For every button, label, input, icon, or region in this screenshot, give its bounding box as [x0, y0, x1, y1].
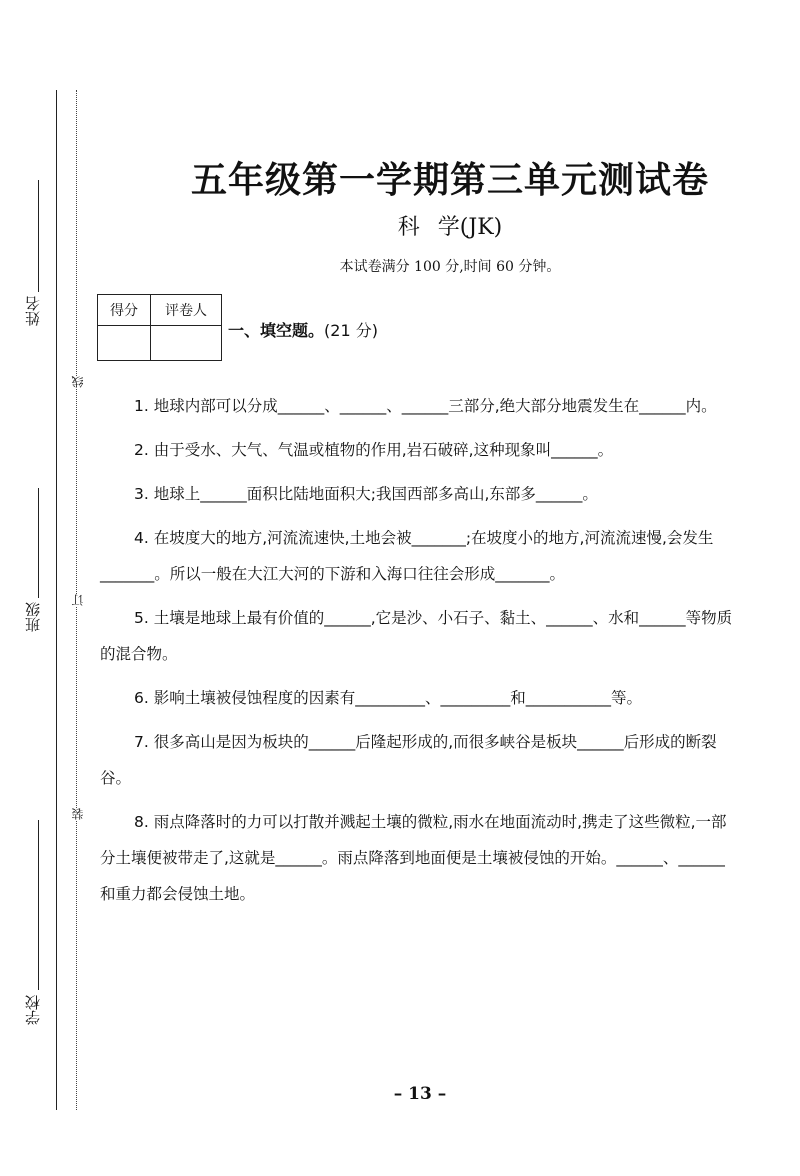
page-number: – 13 –: [393, 1084, 447, 1104]
question-list: [100, 388, 740, 920]
exam-note: 本试卷满分 100 分,时间 60 分钟。: [339, 259, 561, 275]
section-heading: [228, 318, 378, 341]
class-blank-line: [38, 488, 39, 598]
subject-rest: 学(JK): [437, 215, 503, 240]
subject-char: 科: [397, 215, 438, 240]
section-title: 一、填空题。: [228, 321, 325, 340]
question-6: 6. 影响土壤被侵蚀程度的因素有_________、_________和___________等。: [134, 689, 642, 707]
question-5: 5. 土壤是地球上最有价值的______,它是沙、小石子、黏土、______、水和______等物质的混合物。: [100, 609, 733, 663]
question-8: 8. 雨点降落时的力可以打散并溅起土壤的微粒,雨水在地面流动时,携走了这些微粒,一部分土壤便被带走了,这就是______。雨点降落到地面便是土壤被侵蚀的开始。______、______和重力都会侵蚀土地。: [100, 813, 727, 903]
school-blank-line: [38, 820, 39, 990]
subject-subtitle: [100, 210, 800, 241]
class-field: [22, 488, 56, 638]
name-blank-line: [38, 180, 39, 292]
cut-mark-staple: 装: [71, 808, 85, 820]
section-points: (21 分): [324, 321, 378, 340]
score-cell: [98, 326, 151, 361]
score-table: [97, 294, 222, 361]
question-1: 1. 地球内部可以分成______、______、______三部分,绝大部分地震发生在______内。: [134, 397, 717, 415]
class-label: 班级: [24, 602, 42, 632]
cut-mark-bind: 订: [71, 594, 85, 606]
name-label: 姓名: [24, 296, 42, 326]
cut-mark-line: 线: [71, 376, 85, 388]
question-3: 3. 地球上______面积比陆地面积大;我国西部多高山,东部多______。: [134, 485, 598, 503]
page-title: 五年级第一学期第三单元测试卷: [190, 159, 709, 201]
question-7: 7. 很多高山是因为板块的______后隆起形成的,而很多峡谷是板块______后形成的断裂谷。: [100, 733, 717, 787]
school-field: [22, 820, 56, 1035]
binding-line: [56, 90, 57, 1110]
name-field: [22, 180, 56, 340]
school-label: 学校: [24, 995, 42, 1025]
question-2: 2. 由于受水、大气、气温或植物的作用,岩石破碎,这种现象叫______。: [134, 441, 614, 459]
score-header: 得分: [98, 295, 151, 326]
grader-cell: [151, 326, 222, 361]
grader-header: 评卷人: [151, 295, 222, 326]
question-4: 4. 在坡度大的地方,河流流速快,土地会被_______;在坡度小的地方,河流流速慢,会发生_______。所以一般在大江大河的下游和入海口往往会形成_______。: [100, 529, 714, 583]
binding-margin: [0, 0, 92, 1176]
